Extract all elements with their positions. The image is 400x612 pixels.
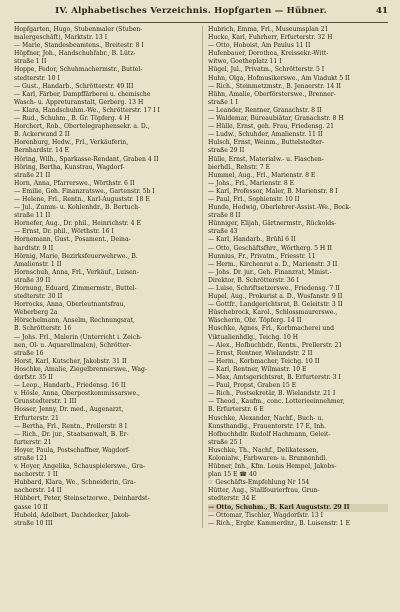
- directory-entry-line: stedterstr. 34 E: [208, 495, 256, 503]
- directory-entry-line: stedterstr. 10 I: [14, 74, 60, 82]
- directory-entry-line: Hornung, Eduard, Zimmermstr., Buttel-: [14, 285, 137, 292]
- directory-entry-line: Wäscherin, Obr. Töpferg. 14 II: [208, 317, 302, 325]
- directory-entry-line: nen, Öl- u. Aquarellmalen), Schrötter-: [14, 341, 132, 349]
- directory-entry-line: Horenburg, Hedw., Frl., Verkäuferin,: [14, 139, 129, 147]
- directory-entry-line: stedterstr. 30 II: [14, 293, 63, 301]
- directory-entry-line: — Ernst, Dr. phil., Wörthstr. 16 I: [14, 228, 114, 236]
- directory-entry-line: — Leander, Rentner, Granachstr. 8 II: [208, 106, 322, 114]
- directory-entry-line: — Herm., Kirchenrat a. D., Marienstr. 3 II: [208, 260, 338, 268]
- directory-entry-line: straße 11 II: [14, 212, 51, 220]
- directory-entry-line: straße 10 III: [14, 519, 53, 527]
- directory-entry-line: — Herm., Korbmacher, Teichg. 10 II: [208, 357, 320, 365]
- directory-entry-line: Hunde, Hedwig, Oberlehrer-Assist.-We., Bock-: [208, 204, 351, 212]
- directory-entry-line: — Rud., Schuhm., B. Gr. Töpferg. 4 H: [14, 115, 130, 123]
- directory-entry-line: — Marie, Standesbeamtens., Breitestr. 8 I: [14, 42, 144, 50]
- directory-entry-line: Hummel, Aug., Frl., Marienstr. 8 E: [208, 171, 316, 179]
- directory-entry-line: Hornemann, Gust., Posament., Deina-: [14, 236, 131, 244]
- directory-entry-line: Hunnius, Fr., Privatm., Friesstr. 11: [208, 252, 316, 260]
- directory-entry-line: — Paul, Frl., Sophienstr. 10 II: [208, 195, 300, 203]
- directory-entry-line: — Rich., Steinmetzmstr., B. Jenaerstr. 14 II: [208, 82, 341, 90]
- directory-entry-line: — Karl, Professor, Maler, B. Marienstr. 8 I: [208, 187, 338, 195]
- directory-entry-line: — Jul., Zumm- u. Kohlenhdr., B. Bertuch-: [14, 204, 141, 212]
- directory-entry-line: — Karl, Rentner, Wilmastr. 10 E: [208, 365, 307, 373]
- directory-entry-line: Hörnig, Marie, Bezirksfeuerwehrwe., B.: [14, 252, 138, 260]
- directory-entry-line: Hühn, Amalie, Oberförsterswe., Brenner-: [208, 90, 336, 98]
- directory-entry-line: Grunstedterstr. 1 III: [14, 398, 77, 406]
- directory-entry-line: — Ernst, Rentner, Wielandstr. 2 II: [208, 349, 313, 357]
- directory-entry-line: Hoyer, Paula, Postschaffner, Wagdorf-: [14, 446, 131, 454]
- page-header: [14, 6, 388, 23]
- directory-entry-line: straße 25 I: [208, 438, 242, 446]
- directory-entry-line: Wasch- u. Appreturanstalt, Gerberg. 13 H: [14, 98, 144, 106]
- directory-entry-line: straße 21 II: [14, 171, 51, 179]
- directory-entry-line: v. Hösle, Anna, Oberpostkommissarswe.,: [14, 390, 140, 398]
- directory-entry-line: — Otto, Geschäftsfhrr., Wörtherg. 5 H II: [208, 244, 332, 252]
- directory-entry-line: — Ludw., Schuhder, Amalienstr. 11 II: [208, 131, 323, 139]
- directory-entry-line: gasse 10 II: [14, 503, 48, 511]
- directory-entry-line: Höring, Wilh., Sparkasse-Rendant, Graben 4 II: [14, 155, 159, 163]
- directory-entry-line: — Max, Amtsgerichtsrat, B. Erfurterstr. 3 I: [208, 374, 341, 382]
- page-number: 41: [376, 6, 388, 16]
- directory-entry-line: Hornefer, Aug., Dr. phil., Heinrichstr. 4 E: [14, 220, 141, 228]
- directory-entry-line: — Alex., Hofbuchbdr., Rentn., Prellerstr. 21: [208, 341, 343, 349]
- directory-entry-line: B. Erfurterstr. 6 E: [208, 406, 264, 414]
- directory-entry-line: Hübner, Inh., Kfm. Louis Hempel, Jakobs-: [208, 463, 337, 471]
- directory-entry-line: Hünniger, Elijah, Gärtnermstr., Rückolds-: [208, 220, 337, 228]
- directory-entry-line: Hupel, Aug., Prokurist a. D., Wusfanstr. 9 II: [208, 293, 343, 301]
- directory-entry-line: bierhdl., Rehstr. 7 E: [208, 163, 271, 171]
- directory-entry-line: — Gottfr., Landgerichtsrat, B. Geleitstr. 3 II: [208, 301, 343, 309]
- directory-entry-line: straße 8 II: [208, 212, 241, 220]
- directory-entry-line: ☞ Geschäfts-Empfehlung Nr 154: [208, 479, 310, 487]
- directory-entry-line: B. Schrötterstr. 16: [14, 325, 72, 333]
- directory-entry-line: Huschke, Alexander, Nachf., Buch- u.: [208, 414, 324, 422]
- directory-entry-line: Hütter, Aug., Stallfourierfrau, Grun-: [208, 487, 320, 495]
- directory-entry-line: straße 43: [208, 228, 238, 236]
- directory-entry-line: hardtstr. 9 II: [14, 244, 54, 252]
- directory-entry-line: straße 1 II: [14, 58, 47, 66]
- directory-entry-line: Höring, Bertha, Kunstrau, Wagdorf-: [14, 163, 125, 171]
- directory-entry-line: Huschke, Agnes, Frl., Korbmacherei und: [208, 325, 334, 333]
- directory-entry-line: straße 16: [14, 349, 44, 357]
- directory-entry-line: — Johs. Dr. jur., Geh. Finanzrat, Minist.-: [208, 268, 332, 276]
- directory-entry-line: Hulsch, Ernst, Weinm., Buttelstedter-: [208, 139, 325, 147]
- directory-entry-line: furterstr. 21: [14, 438, 52, 446]
- directory-entry-line: Hubold, Adelbert, Dachdecker, Jakob-: [14, 511, 131, 519]
- directory-entry-line: Bernhardstr. 14 E: [14, 147, 70, 155]
- directory-entry-line: v. Hoyer, Angelika, Schauspielerswe., Gra-: [14, 463, 146, 471]
- directory-entry-line: Hofbuchhdlr. Rudolf Hachmann, Geleit-: [208, 430, 331, 438]
- directory-entry-line: straße 1 I: [208, 98, 238, 106]
- directory-entry-line: — Klara, Handschuhm.-We., Schrötterstr. 17 I I: [14, 106, 160, 114]
- directory-entry-line: Horrocks, Anna, Oberleutnantsfrau,: [14, 301, 126, 309]
- directory-entry-line: dorfstr. 35 II: [14, 374, 53, 382]
- directory-entry-line: — Helene, Frl., Rentn., Karl-Auguststr. 18 E: [14, 195, 150, 203]
- directory-entry-line: nacherstr. 14 II: [14, 487, 62, 495]
- directory-entry-line: Hosser, Jenny, Dr. med., Augenarzt,: [14, 406, 124, 414]
- directory-entry-line: Hörschelmann, Anselm, Rechnungsrat,: [14, 317, 135, 325]
- directory-entry-line: — Otto, Hoboist, Am Paulus 11 II: [208, 42, 311, 50]
- directory-entry-line: straße 121: [14, 454, 48, 462]
- directory-entry-line: Hubrich, Emma, Frl., Museumsplan 21: [208, 26, 329, 33]
- directory-entry-line: malergeschäft), Marktstr. 13 I: [14, 34, 108, 42]
- directory-entry-line: Hubbard, Klara, We., Schneiderin, Gra-: [14, 479, 136, 487]
- directory-entry-line: — Rich., Postsekretär, B. Wielandstr. 21 I: [208, 390, 336, 398]
- directory-entry-line: Hügel, Jul., Privatm., Schrötterstr. 5 I: [208, 66, 325, 74]
- directory-entry-line: Horn, Anna, Pfarrerswe., Wörthstr. 6 II: [14, 179, 135, 187]
- directory-entry-line: Erfurterstr. 21: [14, 414, 59, 422]
- directory-entry-line: — Luise, Schriftsetzerswe., Friedensg. 7 II: [208, 285, 340, 292]
- directory-entry-line: — Johs. Frl., Malerin (Unterricht i. Zeich-: [14, 333, 143, 341]
- directory-entry-line: Hoschke, Amalie, Ziegelbrennerswe., Wag-: [14, 365, 147, 373]
- directory-entry-line: Viktualienhdlg., Teichg. 10 H: [208, 333, 299, 341]
- directory-entry-line: Kolonialw., Farbwaren- u. Brunnenhdl.: [208, 454, 328, 462]
- directory-entry-line: — Ottomar, Tischler, Wagdorfstr. 13 I: [208, 511, 324, 519]
- left-column: [14, 26, 194, 528]
- directory-entry-line: Horchert, Rob., Obertelegraphensekr. a. D.,: [14, 123, 150, 131]
- directory-entry-line: Hüschebrock, Karol., Schlossmaurerswe.,: [208, 309, 338, 317]
- directory-entry-line: B. Ackerwand 2 II: [14, 131, 70, 139]
- directory-entry-line: Hoppe, Fedor, Schuhmachermstr., Buttel-: [14, 66, 143, 74]
- directory-entry-line: — Waldemar, Bureaubiätar, Granachstr. 8 H: [208, 115, 344, 123]
- directory-entry-line: Hopfgarten, Hugo, Stubenmaler (Stuben-: [14, 26, 143, 33]
- directory-entry-line: — Karl, Handarb., Brühl 6 II: [208, 236, 296, 244]
- directory-entry-line: — Johs., Frl., Marienstr. 8 E: [208, 179, 295, 187]
- directory-entry-line: Hornschuh, Anna, Frl., Verkäuf., Luisen-: [14, 268, 139, 276]
- directory-entry-line: — Bertha, Frl., Rentn., Prellerstr. 8 I: [14, 422, 128, 430]
- directory-entry-line: — Otto, Schuhm., B. Karl Auguststr. 29 II: [208, 504, 388, 512]
- directory-entry-line: witwe, Goetheplatz 11 I: [208, 58, 282, 66]
- directory-entry-line: Hübbert, Peter, Steinsetzerwe., Deinhardst-: [14, 495, 150, 503]
- directory-entry-line: — Emilie, Geh. Finanzratswe., Gartenstr. 5b I: [14, 187, 155, 195]
- directory-entry-line: Huschke, Th., Nachf., Delikatessen,: [208, 446, 319, 454]
- directory-entry-line: — Rich., Ergbr. Kammerdnr., B. Luisenstr. 1 E: [208, 519, 351, 527]
- directory-entry-line: straße 29 II: [208, 147, 245, 155]
- directory-entry-line: — Gust., Handarb., Schrötterstr. 49 III: [14, 82, 134, 90]
- directory-entry-line: Weberberg 2a: [14, 309, 58, 317]
- directory-entry-line: Huhn, Olga, Hofmusikerswe., Am Viadukt 5 II: [208, 74, 350, 82]
- directory-entry-line: Horst, Karl, Kutscher, Jakobstr. 31 II: [14, 357, 127, 365]
- directory-entry-line: Höpfner, Joh., Handschuhfabr., B. Lütz-: [14, 50, 136, 58]
- directory-entry-line: — Rich., Dr. jur., Staatsanwalt, B. Er-: [14, 430, 129, 438]
- directory-entry-line: nacherstr. 1 II: [14, 471, 58, 479]
- directory-entry-line: Amalienstr. 1 II: [14, 260, 62, 268]
- directory-entry-line: — Karl, Färber, Dampffärberei u. chemische: [14, 90, 151, 98]
- running-title: IV. Alphabetisches Verzeichnis. Hopfgarten — Hübner.: [55, 6, 327, 16]
- directory-entry-line: plan 15 E ☎ 40: [208, 471, 257, 479]
- directory-entry-line: Direktor, B. Schrötterstr. 36 I: [208, 276, 299, 284]
- directory-entry-line: straße 39 II: [14, 276, 51, 284]
- directory-entry-line: — Hülle, Ernst, geh. Frau, Friedensg. 21: [208, 123, 335, 131]
- directory-entry-line: Kunsthandlg., Frauentorstr. 17 E, Inh.: [208, 422, 327, 430]
- entry-columns: [14, 26, 388, 528]
- directory-entry-line: — Leop., Handarb., Friedensg. 16 II: [14, 382, 126, 390]
- directory-entry-line: Hülle, Ernst, Materialw.- u. Flaschen-: [208, 155, 324, 163]
- directory-entry-line: Hufenbauer, Dorothea, Kreissekr.-Witt-: [208, 50, 329, 58]
- directory-entry-line: Hucke, Karl, Fuhrherr, Erfurterstr. 32 H: [208, 34, 333, 42]
- directory-entry-line: — Paul, Propst, Graben 15 E: [208, 382, 297, 390]
- directory-entry-line: — Theod., Kaufm., conc. Lotterieeinnehmer,: [208, 398, 345, 406]
- right-column: [202, 26, 388, 528]
